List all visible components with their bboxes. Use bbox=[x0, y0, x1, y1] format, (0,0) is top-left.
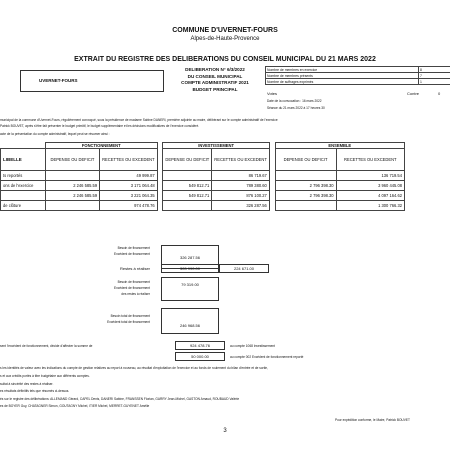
cell bbox=[163, 201, 212, 211]
col-depense: DEPENSE OU DEFICIT bbox=[275, 149, 336, 171]
footer-line-5: és sur le registre des délibérations: ALLEMAND Gérard, CAPEL Denis, DANERI Sabine, FRANSSEN Florian, GARRY Jean-Michel, GASTON Arnaud, ROUBAUD Valérie bbox=[0, 397, 240, 401]
cell bbox=[275, 171, 336, 181]
cell: 1 300 766.32 bbox=[336, 201, 404, 211]
affectation-002: 50 000.00 bbox=[175, 352, 225, 361]
account-table bbox=[0, 142, 405, 211]
cell: 2 246 585.59 bbox=[45, 181, 99, 191]
footer-line-1: s les identités de valeur avec les indications du compte de gestion relatives au report à nouveau, au résultat d'exploitation de l'exercice et au fonds de roulement du bilan d'entrée et de sortie, bbox=[0, 366, 268, 370]
deliberation-body: DU CONSEIL MUNICIPAL bbox=[187, 73, 243, 79]
col-recette: RECETTES OU EXCEDENT bbox=[336, 149, 404, 171]
cell bbox=[45, 171, 99, 181]
cell: 3 960 445.08 bbox=[336, 181, 404, 191]
commune-box-label: UVERNET-FOURS bbox=[39, 78, 78, 83]
besoin-label: Besoin de financement bbox=[117, 280, 150, 284]
besoin-value-3: 246 968.56 bbox=[161, 308, 219, 334]
stats-label: Nombre de suffrages exprimés bbox=[266, 79, 419, 85]
seance-date: Séance du 21 mars 2022 à 17 heures 30 bbox=[267, 106, 325, 110]
table-row bbox=[1, 191, 405, 201]
contre-value: 0 bbox=[438, 91, 441, 96]
besoin-value-1: 326 287.56 bbox=[161, 245, 219, 269]
intro-line-3: acte de la présentation du compte administratif, lequel peut se résumer ainsi : bbox=[0, 132, 110, 136]
deliberation-subject: COMPTE ADMINISTRATIF 2021 bbox=[181, 80, 249, 85]
besoin-financement-2 bbox=[60, 279, 150, 297]
page-title: EXTRAIT DU REGISTRE DES DELIBERATIONS DU CONSEIL MUNICIPAL DU 21 MARS 2022 bbox=[74, 56, 376, 63]
restes-depense: 303 990.00 bbox=[161, 264, 219, 273]
libelle-header: LIBELLE bbox=[1, 149, 46, 171]
col-depense: DEPENSE OU DEFICIT bbox=[163, 149, 212, 171]
cell: 4 097 164.62 bbox=[336, 191, 404, 201]
cell: 3 171 064.48 bbox=[100, 181, 158, 191]
excedent-label: Excédent de financement bbox=[114, 286, 150, 290]
footer-line-4: es résultats définitifs tels que résumés ci-dessus. bbox=[0, 389, 70, 393]
convocation-date: Date de la convocation : 16 mars 2022 bbox=[267, 99, 322, 103]
cell bbox=[163, 171, 212, 181]
col-recette: RECETTES OU EXCEDENT bbox=[212, 149, 270, 171]
footer-line-3: sultat à sincérité des restes à réaliser. bbox=[0, 382, 54, 386]
signature: Pour expédition conforme, le Maire, Patrick BOUVET bbox=[335, 418, 410, 422]
footer-line-2: s et aux crédits portés à titre budgétaire aux différents comptes. bbox=[0, 374, 90, 378]
cell: 49 999.87 bbox=[100, 171, 158, 181]
row-label bbox=[1, 191, 46, 201]
row-label: ts reportés bbox=[1, 171, 46, 181]
page-number: 3 bbox=[223, 428, 227, 434]
intro-line-2: Patrick BOUVET, après s'être fait présenter le budget primitif, le budget supplémentaire et les décisions modificatives de l'exercice considéré. bbox=[0, 124, 200, 128]
members-stats-table bbox=[265, 66, 450, 85]
stats-value: 7 bbox=[419, 73, 450, 79]
table-row bbox=[1, 201, 405, 211]
cell: 789 380.60 bbox=[212, 181, 270, 191]
affectation-line: sent l'excédent de fonctionnement, décide d'affecter la somme de bbox=[0, 344, 93, 348]
stats-label: Nombre de membres en exercice bbox=[266, 67, 419, 73]
restes-label: des restes à réaliser bbox=[121, 292, 150, 296]
cell: 549 812.71 bbox=[163, 191, 212, 201]
section-fonctionnement: FONCTIONNEMENT bbox=[45, 143, 157, 149]
besoin-value-2: 79 319.00 bbox=[161, 277, 219, 301]
contre-label: Contre bbox=[407, 91, 420, 96]
restes-recette: 224 671.00 bbox=[219, 264, 269, 273]
cell: 2 796 398.30 bbox=[275, 181, 336, 191]
besoin-label: Besoin de financement bbox=[117, 246, 150, 250]
stats-value: 1 bbox=[419, 79, 450, 85]
cell bbox=[45, 201, 99, 211]
commune-box bbox=[20, 70, 164, 92]
besoin-label: Besoin total de financement bbox=[110, 314, 150, 318]
commune-name: COMMUNE D'UVERNET-FOURS bbox=[172, 27, 278, 34]
intro-line-1: municipal de la commune d'Uvernet-Fours, régulièrement convoqué, sous la présidence de madame Sabine DANERI, première adjointe au maire, délibérant sur le compte administratif de l'exercice bbox=[0, 118, 278, 122]
cell: 326 287.56 bbox=[212, 201, 270, 211]
deliberation-block bbox=[167, 67, 263, 93]
cell: 86 719.67 bbox=[212, 171, 270, 181]
excedent-label: Excédent de financement bbox=[114, 252, 150, 256]
departement: Alpes-de-Haute-Provence bbox=[190, 36, 260, 42]
cell: 136 719.54 bbox=[336, 171, 404, 181]
cell: 2 246 585.59 bbox=[45, 191, 99, 201]
section-ensemble: ENSEMBLE bbox=[275, 143, 404, 149]
deliberation-number: DELIBERATION N° 6/3/2022 bbox=[185, 67, 245, 72]
col-depense: DEPENSE OU DEFICIT bbox=[45, 149, 99, 171]
row-label: de clôture bbox=[1, 201, 46, 211]
besoin-financement-1 bbox=[60, 245, 150, 257]
stats-label: Nombre de membres présents bbox=[266, 73, 419, 79]
footer-line-6: es de BOYER Guy, CHATAGNER Simon, GOUTAGNY Michel, ITIER Michel, MERRET-GUYENET Amélie bbox=[0, 404, 150, 408]
table-row bbox=[1, 171, 405, 181]
deliberation-budget: BUDGET PRINCIPAL bbox=[192, 86, 238, 92]
cell: 549 812.71 bbox=[163, 181, 212, 191]
section-investissement: INVESTISSEMENT bbox=[163, 143, 269, 149]
affectation-1068: 924 478.76 bbox=[175, 341, 225, 350]
besoin-financement-3 bbox=[60, 313, 150, 325]
table-row bbox=[1, 181, 405, 191]
col-recette: RECETTES OU EXCEDENT bbox=[100, 149, 158, 171]
cell: 3 221 064.35 bbox=[100, 191, 158, 201]
restes-label: Restes à réaliser bbox=[119, 266, 150, 271]
stats-row bbox=[266, 79, 450, 85]
cell: 2 796 398.30 bbox=[275, 191, 336, 201]
cell: 876 100.27 bbox=[212, 191, 270, 201]
stats-value: 8 bbox=[419, 67, 450, 73]
cell: 974 478.76 bbox=[100, 201, 158, 211]
affectation-1068-label: au compte 1068 Investissement bbox=[230, 344, 276, 348]
votes-label: Votes bbox=[267, 91, 278, 96]
excedent-label: Excédent total de financement bbox=[107, 320, 150, 324]
affectation-002-label: au compte 002 Excédent de fonctionnement reporté bbox=[230, 355, 304, 359]
row-label: ons de l'exercice bbox=[1, 181, 46, 191]
cell bbox=[275, 201, 336, 211]
